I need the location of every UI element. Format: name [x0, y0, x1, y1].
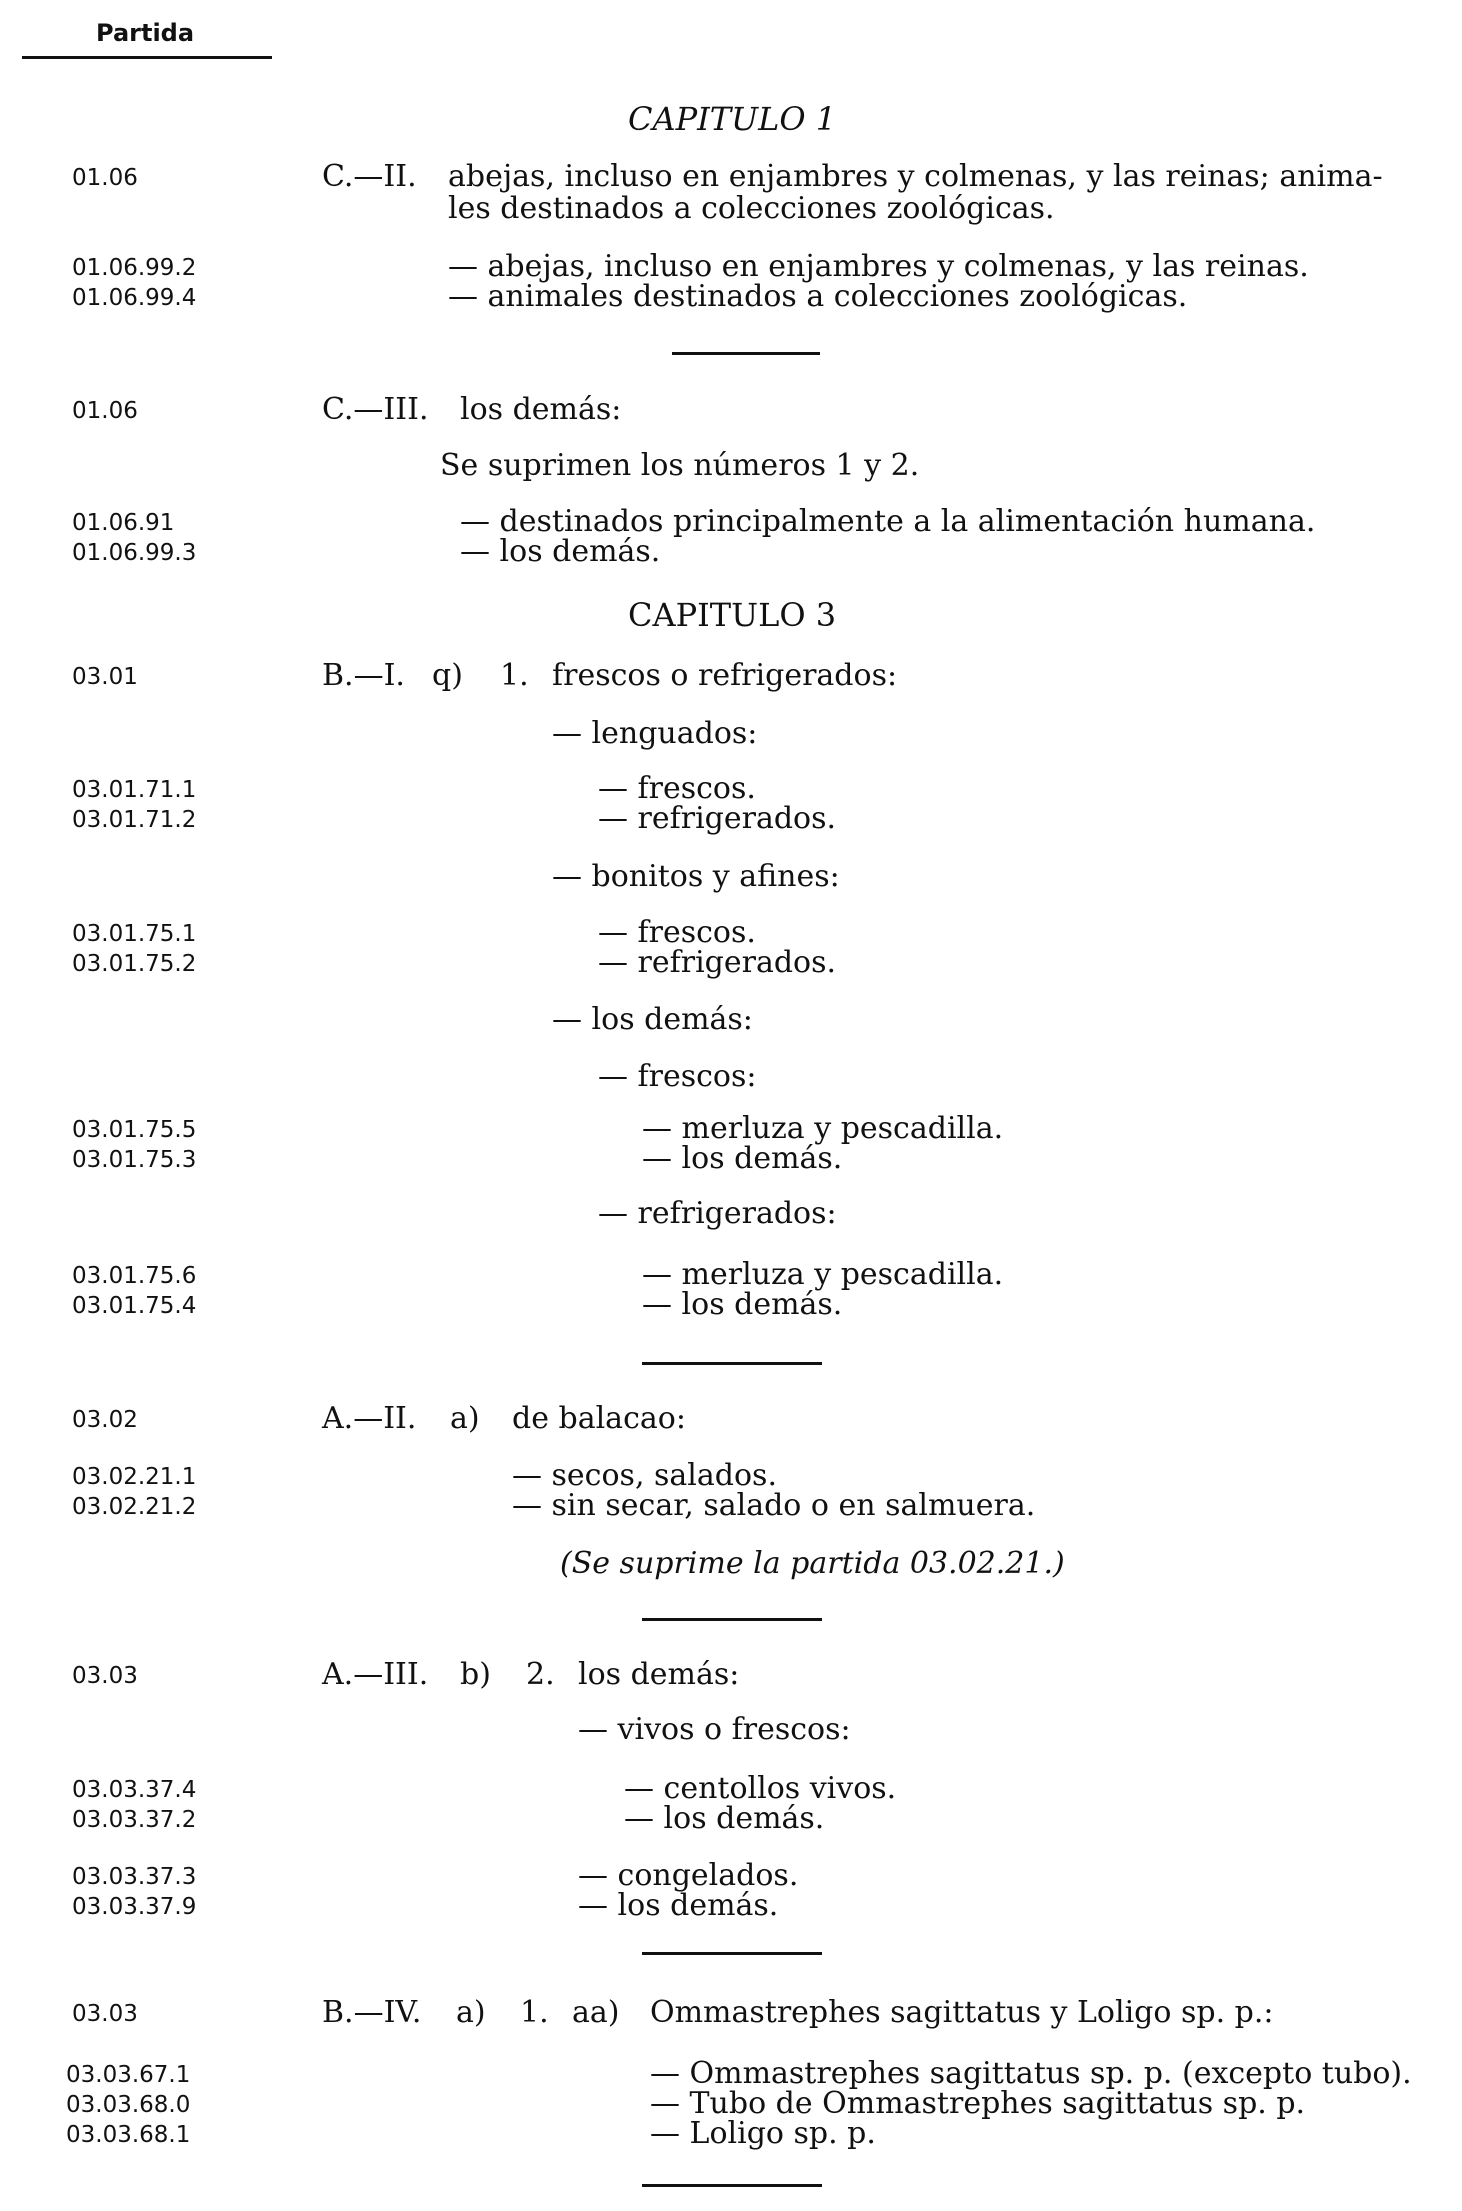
subitem-text: — frescos. — [598, 915, 756, 950]
tariff-code: 03.01.75.1 — [72, 921, 197, 947]
subitem-text: — los demás. — [578, 1888, 779, 1923]
tariff-code: 03.01.71.1 — [72, 777, 197, 803]
column-header-partida: Partida — [96, 19, 195, 47]
subitem-text: — merluza y pescadilla. — [642, 1111, 1004, 1146]
section-ref: A.—II. — [322, 1401, 417, 1436]
tariff-code: 03.03.37.3 — [72, 1864, 197, 1890]
tariff-code: 03.02 — [72, 1407, 138, 1433]
tariff-code: 01.06.99.2 — [72, 255, 197, 281]
tariff-code: 03.01.75.3 — [72, 1147, 197, 1173]
tariff-code: 03.02.21.2 — [72, 1494, 197, 1520]
subitem-text: — congelados. — [578, 1858, 799, 1893]
group-heading: — lenguados: — [552, 716, 758, 751]
subsection-marker: q) — [432, 658, 463, 693]
tariff-code: 03.03.68.1 — [66, 2122, 191, 2148]
subsection-marker: a) — [450, 1401, 480, 1436]
tariff-code: 01.06 — [72, 165, 138, 191]
tariff-code: 03.03.68.0 — [66, 2092, 191, 2118]
tariff-code: 01.06.99.3 — [72, 540, 197, 566]
subitem-text: — los demás. — [642, 1287, 843, 1322]
tariff-code: 01.06.99.4 — [72, 285, 197, 311]
section-ref: B.—I. — [322, 658, 405, 693]
section-ref: C.—III. — [322, 392, 429, 427]
subsection-marker: 1. — [500, 658, 529, 693]
tariff-code: 03.01.75.2 — [72, 951, 197, 977]
item-description: abejas, incluso en enjambres y colmenas, y las reinas; anima- — [448, 159, 1383, 194]
tariff-code: 03.03.37.4 — [72, 1777, 197, 1803]
subitem-text: — refrigerados. — [598, 945, 837, 980]
subitem-text: — abejas, incluso en enjambres y colmenas, y las reinas. — [448, 249, 1309, 284]
tariff-code: 01.06 — [72, 398, 138, 424]
subitem-text: — Tubo de Ommastrephes sagittatus sp. p. — [650, 2086, 1306, 2121]
separator-rule — [642, 1952, 822, 1955]
tariff-code: 03.01.75.5 — [72, 1117, 197, 1143]
subitem-text: — Loligo sp. p. — [650, 2116, 876, 2151]
subitem-text: — destinados principalmente a la alimentación humana. — [460, 504, 1316, 539]
group-heading: — frescos: — [598, 1059, 757, 1094]
subitem-text: — animales destinados a colecciones zoológicas. — [448, 279, 1188, 314]
subitem-text: — refrigerados. — [598, 801, 837, 836]
amendment-note: Se suprimen los números 1 y 2. — [440, 448, 920, 483]
subitem-text: — merluza y pescadilla. — [642, 1257, 1004, 1292]
subitem-text: — centollos vivos. — [624, 1771, 897, 1806]
item-description: Ommastrephes sagittatus y Loligo sp. p.: — [650, 1995, 1274, 2030]
section-ref: C.—II. — [322, 159, 417, 194]
chapter-heading: CAPITULO 1 — [628, 100, 837, 138]
tariff-code: 03.03.37.9 — [72, 1894, 197, 1920]
separator-rule — [672, 352, 820, 355]
separator-rule — [642, 1618, 822, 1621]
subitem-text: — Ommastrephes sagittatus sp. p. (excepto tubo). — [650, 2056, 1412, 2091]
group-heading: — refrigerados: — [598, 1196, 837, 1231]
group-heading: — vivos o frescos: — [578, 1712, 851, 1747]
tariff-code: 03.02.21.1 — [72, 1464, 197, 1490]
header-rule — [22, 56, 272, 59]
item-description: los demás: — [578, 1657, 740, 1692]
item-description: les destinados a colecciones zoológicas. — [448, 191, 1055, 226]
tariff-code: 03.03.37.2 — [72, 1807, 197, 1833]
subsection-marker: b) — [460, 1657, 491, 1692]
amendment-note: (Se suprime la partida 03.02.21.) — [560, 1546, 1065, 1581]
separator-rule — [642, 1362, 822, 1365]
tariff-code: 03.01 — [72, 664, 138, 690]
section-ref: B.—IV. — [322, 1995, 422, 2030]
group-heading: — bonitos y afines: — [552, 859, 840, 894]
tariff-code: 03.01.75.6 — [72, 1263, 197, 1289]
subitem-text: — secos, salados. — [512, 1458, 777, 1493]
subitem-text: — frescos. — [598, 771, 756, 806]
tariff-code: 03.01.75.4 — [72, 1293, 197, 1319]
group-heading: — los demás: — [552, 1002, 753, 1037]
tariff-code: 01.06.91 — [72, 510, 175, 536]
tariff-code: 03.01.71.2 — [72, 807, 197, 833]
subitem-text: — los demás. — [624, 1801, 825, 1836]
subsection-marker: a) — [456, 1995, 486, 2030]
tariff-code: 03.03 — [72, 2001, 138, 2027]
subsection-marker: 1. — [520, 1995, 549, 2030]
separator-rule — [642, 2184, 822, 2187]
subitem-text: — sin secar, salado o en salmuera. — [512, 1488, 1036, 1523]
item-description: los demás: — [460, 392, 622, 427]
section-ref: A.—III. — [322, 1657, 429, 1692]
subsection-marker: 2. — [526, 1657, 555, 1692]
tariff-code: 03.03 — [72, 1663, 138, 1689]
subsection-marker: aa) — [572, 1995, 620, 2030]
chapter-heading: CAPITULO 3 — [628, 596, 837, 634]
subitem-text: — los demás. — [642, 1141, 843, 1176]
tariff-code: 03.03.67.1 — [66, 2062, 191, 2088]
item-description: frescos o refrigerados: — [552, 658, 898, 693]
item-description: de balacao: — [512, 1401, 686, 1436]
subitem-text: — los demás. — [460, 534, 661, 569]
